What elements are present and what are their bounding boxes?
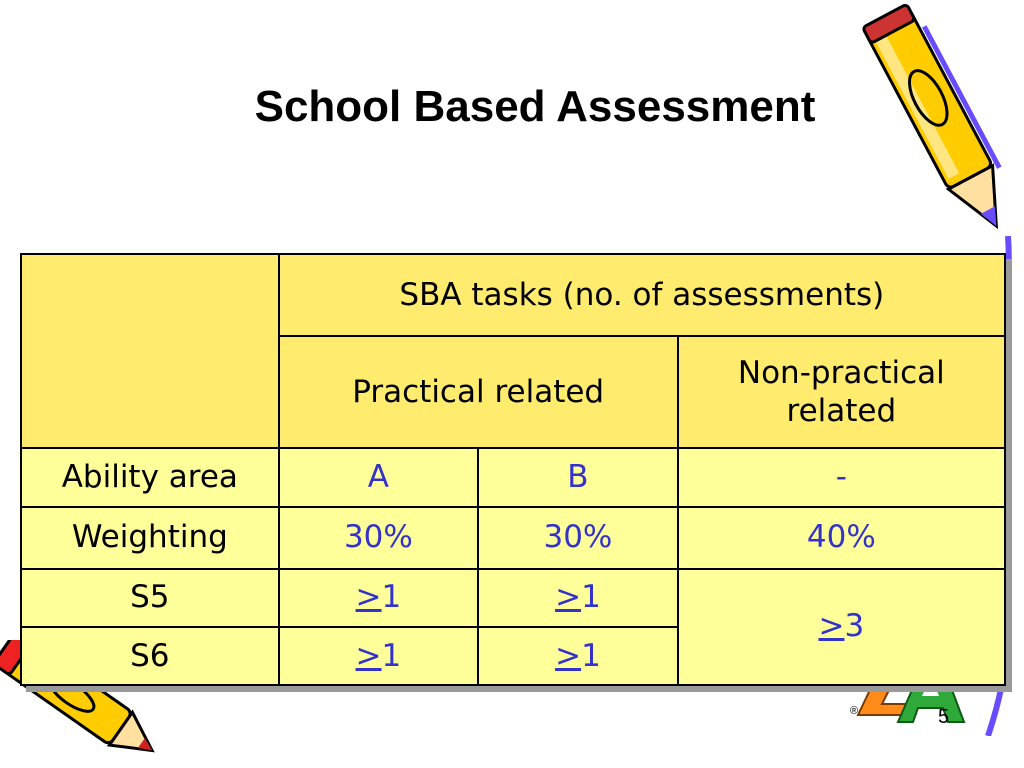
table-row [21, 448, 1005, 506]
row-label-s5: S5 [21, 569, 279, 627]
s5-s6-c-cell [678, 569, 1005, 685]
ability-b-cell: B [478, 448, 678, 506]
sba-table [20, 253, 1006, 686]
page-number: 5 [938, 706, 950, 728]
weighting-a-cell: 30% [279, 507, 479, 569]
s5-a-symbol: > [355, 579, 382, 616]
row-label-weighting: Weighting [21, 507, 279, 569]
s6-a-symbol: > [355, 637, 382, 674]
slide-title: School Based Assessment [254, 82, 816, 131]
ability-a-cell: A [279, 448, 479, 506]
practical-related-header: Practical related [279, 336, 678, 448]
weighting-c-cell: 40% [678, 507, 1005, 569]
sba-tasks-header: SBA tasks (no. of assessments) [279, 254, 1005, 336]
s6-a-value: 1 [381, 637, 402, 674]
s6-b-cell [478, 627, 678, 685]
s6-b-symbol: > [555, 637, 582, 674]
s6-a-cell [279, 627, 479, 685]
s5-c-symbol: > [818, 608, 845, 645]
table-row [21, 254, 1005, 336]
s5-b-cell [478, 569, 678, 627]
row-label-s6: S6 [21, 627, 279, 685]
ability-c-cell: - [678, 448, 1005, 506]
registered-mark: ® [850, 705, 859, 717]
s5-a-value: 1 [381, 579, 402, 616]
s5-c-value: 3 [844, 608, 865, 645]
row-label-ability-area: Ability area [21, 448, 279, 506]
table-row [21, 507, 1005, 569]
s5-b-value: 1 [581, 579, 601, 616]
table-row [21, 569, 1005, 627]
s5-a-cell [279, 569, 479, 627]
table-corner-cell [21, 254, 279, 448]
weighting-b-cell: 30% [478, 507, 678, 569]
s5-b-symbol: > [555, 579, 582, 616]
s6-b-value: 1 [581, 637, 601, 674]
non-practical-related-header: Non-practical related [678, 336, 1005, 448]
